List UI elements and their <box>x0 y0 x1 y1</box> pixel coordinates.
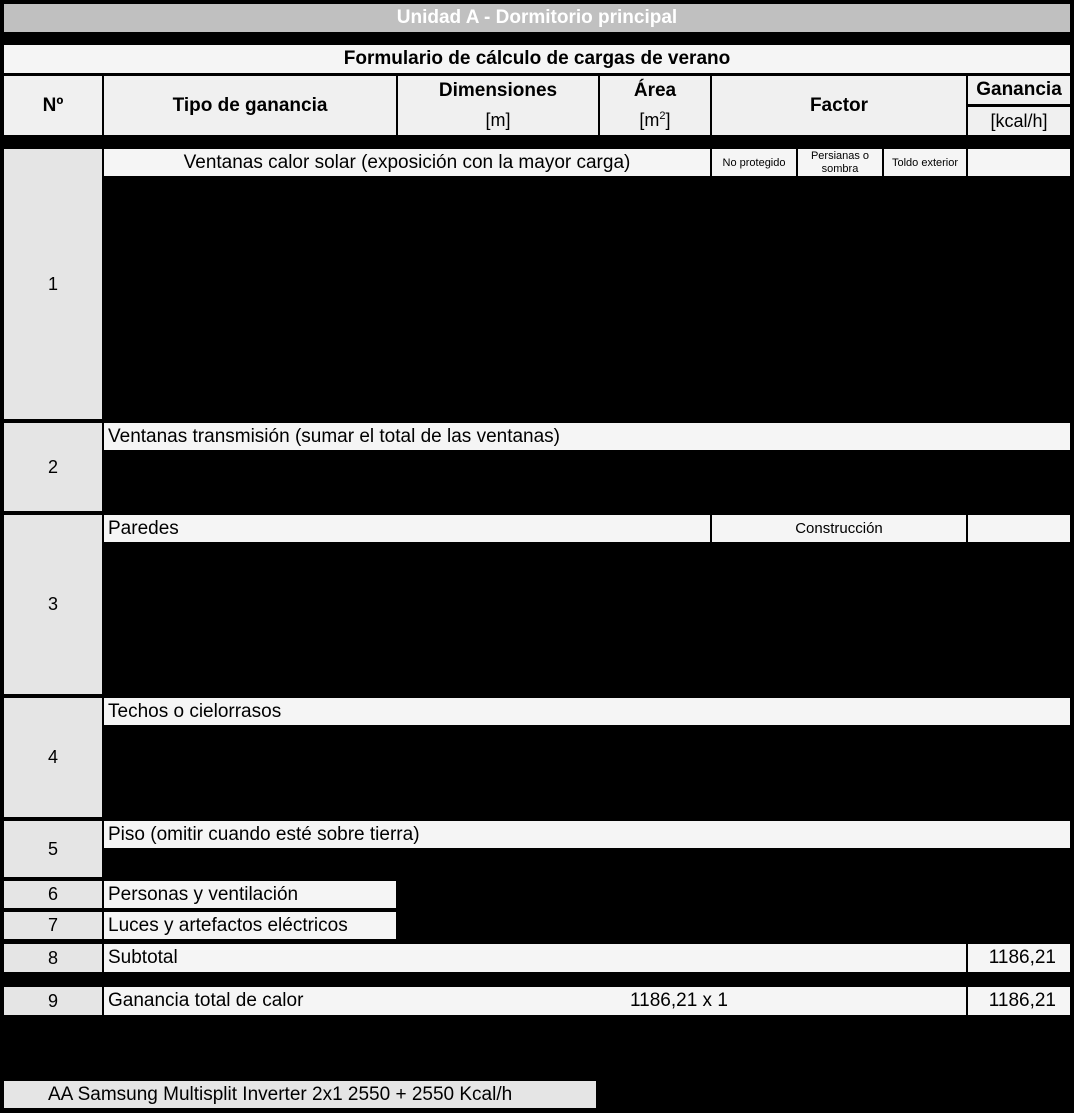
row-1-num: 1 <box>4 149 102 419</box>
header-tipo: Tipo de ganancia <box>104 76 396 135</box>
row-4-label: Techos o cielorrasos <box>104 698 1070 725</box>
row-5-num: 5 <box>4 821 102 877</box>
row-1-ganancia-cell <box>968 149 1070 176</box>
form-title: Formulario de cálculo de cargas de verano <box>4 45 1070 73</box>
row-1-sub-toldo: Toldo exterior <box>884 149 966 176</box>
row-4-num: 4 <box>4 698 102 817</box>
header-ganancia-unit: [kcal/h] <box>968 107 1070 135</box>
row-2-num: 2 <box>4 423 102 511</box>
header-num: Nº <box>4 76 102 135</box>
row-8-num: 8 <box>4 944 102 972</box>
row-2-label: Ventanas transmisión (sumar el total de las ventanas) <box>104 423 1070 450</box>
row-7-label: Luces y artefactos eléctricos <box>104 912 396 939</box>
row-1-label: Ventanas calor solar (exposición con la mayor carga) <box>104 149 710 176</box>
row-3-num: 3 <box>4 515 102 694</box>
header-dimensiones: Dimensiones [m] <box>398 76 598 135</box>
row-9-num: 9 <box>4 987 102 1015</box>
row-1-sub-no-protegido: No protegido <box>712 149 796 176</box>
row-3-ganancia-cell <box>968 515 1070 542</box>
page-title: Unidad A - Dormitorio principal <box>4 4 1070 32</box>
footer-note: AA Samsung Multisplit Inverter 2x1 2550 + 2550 Kcal/h <box>4 1081 596 1108</box>
row-3-sub-construccion: Construcción <box>712 515 966 542</box>
row-8-value: 1186,21 <box>968 944 1070 972</box>
row-1-sub-persianas: Persianas o sombra <box>798 149 882 176</box>
header-area: Área $[m^2]$ <box>600 76 710 135</box>
header-ganancia: Ganancia <box>968 76 1070 104</box>
row-9-label: Ganancia total de calor 1186,21 x 1 <box>104 987 966 1015</box>
row-3-label: Paredes <box>104 515 710 542</box>
row-9-formula: 1186,21 x 1 <box>630 990 728 1011</box>
row-5-label: Piso (omitir cuando esté sobre tierra) <box>104 821 1070 848</box>
row-8-label: Subtotal <box>104 944 966 972</box>
row-9-value: 1186,21 <box>968 987 1070 1015</box>
row-7-num: 7 <box>4 912 102 939</box>
header-factor: Factor <box>712 76 966 135</box>
row-6-label: Personas y ventilación <box>104 881 396 908</box>
row-6-num: 6 <box>4 881 102 908</box>
